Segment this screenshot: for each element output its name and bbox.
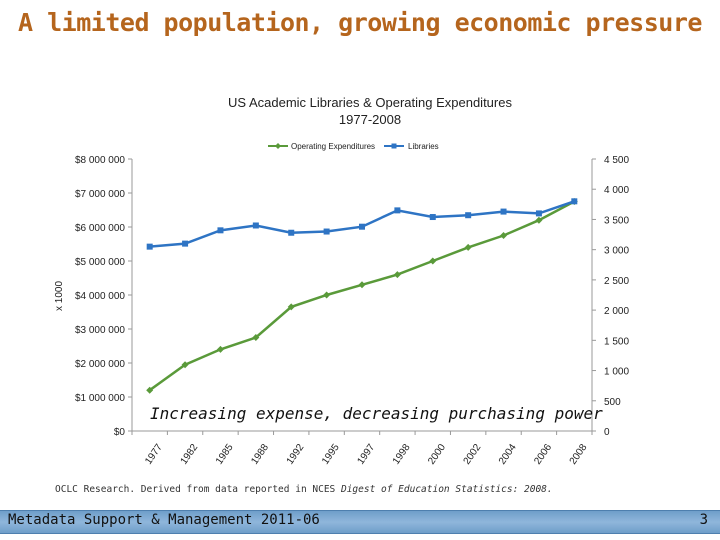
data-point (500, 232, 507, 239)
data-point (217, 346, 224, 353)
x-tick-label: 2004 (496, 442, 519, 467)
legend-label-operating: Operating Expenditures (291, 142, 376, 151)
legend-label-libraries: Libraries (408, 142, 439, 151)
y-right-tick-label: 4 500 (604, 155, 630, 166)
data-point (394, 271, 401, 278)
data-point (324, 229, 330, 235)
x-tick-label: 1988 (249, 442, 272, 467)
y-left-tick-label: $3 000 000 (74, 325, 125, 336)
y-right-tick-label: 3 000 (604, 245, 630, 257)
data-point (394, 207, 400, 213)
y-right-tick-label: 4 000 (604, 185, 630, 197)
data-point (429, 258, 436, 265)
data-point (536, 210, 542, 216)
y-right-tick-label: 2 000 (604, 306, 630, 318)
legend-marker-operating (275, 143, 281, 149)
source-note (55, 484, 553, 495)
data-point (182, 241, 188, 247)
y-right-tick-label: 3 500 (604, 215, 630, 227)
data-point (288, 230, 294, 236)
x-tick-label: 1997 (355, 442, 378, 467)
data-point (465, 244, 472, 251)
page-number: 3 (699, 512, 708, 528)
y-axis-label: x 1000 (54, 280, 65, 312)
data-point (430, 214, 436, 220)
series-line-operating-expenditures (150, 202, 575, 391)
y-left-tick-label: $7 000 000 (74, 189, 125, 200)
data-point (359, 281, 366, 288)
x-tick-label: 1977 (143, 442, 165, 467)
x-tick-label: 2006 (532, 442, 555, 467)
y-right-tick-label: 0 (604, 427, 610, 438)
y-left-tick-label: $4 000 000 (74, 291, 125, 302)
legend-marker-libraries (392, 144, 397, 149)
y-left-tick-label: $0 (113, 427, 125, 438)
data-point (323, 292, 330, 299)
x-tick-label: 2000 (426, 442, 448, 467)
data-point (217, 227, 223, 233)
x-tick-label: 1995 (320, 442, 342, 467)
y-right-tick-label: 2 500 (604, 275, 630, 287)
chart-title-years: 1977-2008 (338, 112, 402, 127)
y-left-tick-label: $8 000 000 (74, 155, 125, 166)
y-right-tick-label: 1 000 (604, 366, 630, 378)
chart-caption: Increasing expense, decreasing purchasing power (150, 404, 603, 423)
x-tick-label: 1992 (284, 442, 307, 467)
x-tick-label: 1985 (213, 442, 236, 467)
y-left-tick-label: $6 000 000 (74, 223, 125, 234)
y-left-tick-label: $5 000 000 (74, 257, 125, 268)
data-point (253, 222, 259, 228)
x-tick-label: 2008 (567, 442, 590, 467)
data-point (571, 198, 577, 204)
y-right-tick-label: 1 500 (604, 336, 630, 348)
y-left-tick-label: $1 000 000 (74, 393, 125, 404)
footer-text: Metadata Support & Management 2011-06 (8, 512, 320, 528)
data-point (465, 212, 471, 218)
y-right-tick-label: 500 (604, 396, 621, 408)
data-point (359, 224, 365, 230)
data-point (147, 244, 153, 250)
data-point (501, 209, 507, 215)
y-left-tick-label: $2 000 000 (74, 359, 125, 370)
chart-title-main: US Academic Libraries & Operating Expenditures (228, 95, 512, 110)
source-prefix: OCLC Research. Derived from data reported in NCES (55, 484, 341, 495)
footer-bar (0, 510, 720, 534)
slide-title: A limited population, growing economic pressure (18, 8, 702, 37)
x-tick-label: 1998 (390, 442, 413, 467)
source-title: Digest of Education Statistics: 2008. (340, 484, 553, 495)
x-tick-label: 2002 (461, 442, 484, 467)
x-tick-label: 1982 (178, 442, 201, 467)
